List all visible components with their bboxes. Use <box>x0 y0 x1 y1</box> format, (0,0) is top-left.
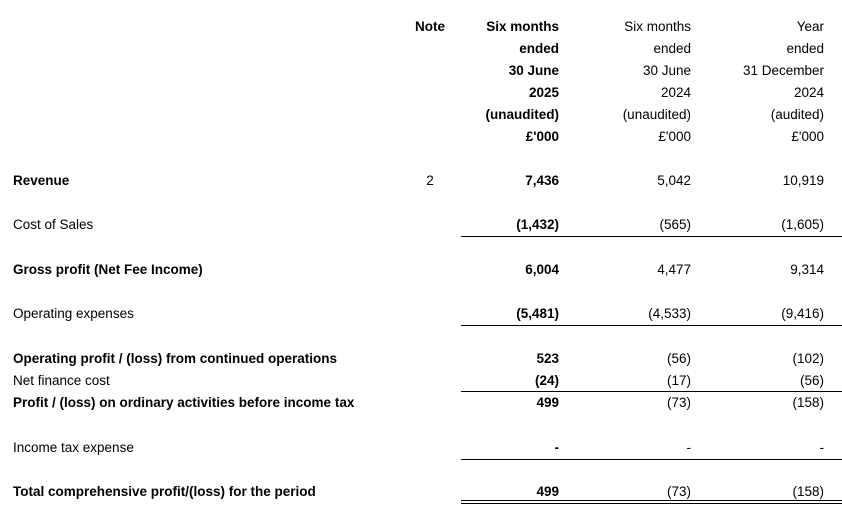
row-label-total-comprehensive: Total comprehensive profit/(loss) for the period <box>13 484 316 499</box>
col1-header-line: ended <box>519 41 559 56</box>
col1-header-line: 30 June <box>508 63 559 78</box>
gross-profit-2024-h1: 4,477 <box>657 262 691 277</box>
col2-header-line: 30 June <box>642 63 691 78</box>
total-2024-fy: (158) <box>792 484 824 499</box>
operating-profit-2025: 523 <box>536 351 559 366</box>
row-note: 2 <box>426 173 434 188</box>
col3-header-line: £'000 <box>791 129 824 144</box>
col3-header-line: 31 December <box>742 63 824 78</box>
col3-header-line: 2024 <box>793 85 824 100</box>
row-label-profit-before-tax: Profit / (loss) on ordinary activities before income tax <box>13 395 355 410</box>
row-label-gross-profit: Gross profit (Net Fee Income) <box>13 262 203 277</box>
col2-header-line: Six months <box>624 19 691 34</box>
revenue-2024-h1: 5,042 <box>657 173 691 188</box>
gross-profit-2025: 6,004 <box>525 262 559 277</box>
cost-of-sales-2024-fy: (1,605) <box>781 217 824 232</box>
col1-header-line: (unaudited) <box>485 107 559 122</box>
col2-header-line: 2024 <box>660 85 691 100</box>
gross-profit-2024-fy: 9,314 <box>790 262 824 277</box>
income-tax-2024-h1: - <box>686 440 691 455</box>
operating-profit-2024-h1: (56) <box>666 351 691 366</box>
operating-expenses-2025: (5,481) <box>516 306 559 321</box>
subtotal-rule <box>461 459 842 460</box>
col2-header-line: ended <box>653 41 691 56</box>
profit-before-tax-2024-fy: (158) <box>792 395 824 410</box>
col2-header-line: £'000 <box>658 129 691 144</box>
total-double-rule-top <box>461 500 842 501</box>
profit-before-tax-2024-h1: (73) <box>666 395 691 410</box>
total-2024-h1: (73) <box>666 484 691 499</box>
col3-header-line: ended <box>786 41 824 56</box>
subtotal-rule <box>461 236 842 237</box>
revenue-2025: 7,436 <box>525 173 559 188</box>
income-tax-2024-fy: - <box>819 440 824 455</box>
col1-header-line: 2025 <box>528 85 559 100</box>
revenue-2024-fy: 10,919 <box>782 173 824 188</box>
subtotal-rule <box>461 391 842 392</box>
net-finance-cost-2024-fy: (56) <box>799 373 824 388</box>
col2-header-line: (unaudited) <box>622 107 691 122</box>
operating-expenses-2024-fy: (9,416) <box>781 306 824 321</box>
income-tax-2025: - <box>554 440 559 455</box>
row-label-net-finance-cost: Net finance cost <box>13 373 110 388</box>
row-label-operating-profit: Operating profit / (loss) from continued operations <box>13 351 338 366</box>
row-label-income-tax: Income tax expense <box>13 440 134 455</box>
col1-header-line: £'000 <box>525 129 559 144</box>
net-finance-cost-2025: (24) <box>534 373 559 388</box>
row-label-revenue: Revenue <box>13 173 70 188</box>
cost-of-sales-2024-h1: (565) <box>659 217 691 232</box>
total-2025: 499 <box>536 484 559 499</box>
row-label-operating-expenses: Operating expenses <box>13 306 134 321</box>
operating-profit-2024-fy: (102) <box>792 351 824 366</box>
profit-before-tax-2025: 499 <box>536 395 559 410</box>
total-double-rule-bottom <box>461 503 842 504</box>
row-label-cost-of-sales: Cost of Sales <box>13 217 94 232</box>
col1-header-line: Six months <box>486 19 559 34</box>
note-header: Note <box>415 19 445 34</box>
col3-header-line: (audited) <box>770 107 824 122</box>
col3-header-line: Year <box>796 19 824 34</box>
net-finance-cost-2024-h1: (17) <box>666 373 691 388</box>
cost-of-sales-2025: (1,432) <box>516 217 559 232</box>
subtotal-rule <box>461 325 842 326</box>
operating-expenses-2024-h1: (4,533) <box>648 306 691 321</box>
